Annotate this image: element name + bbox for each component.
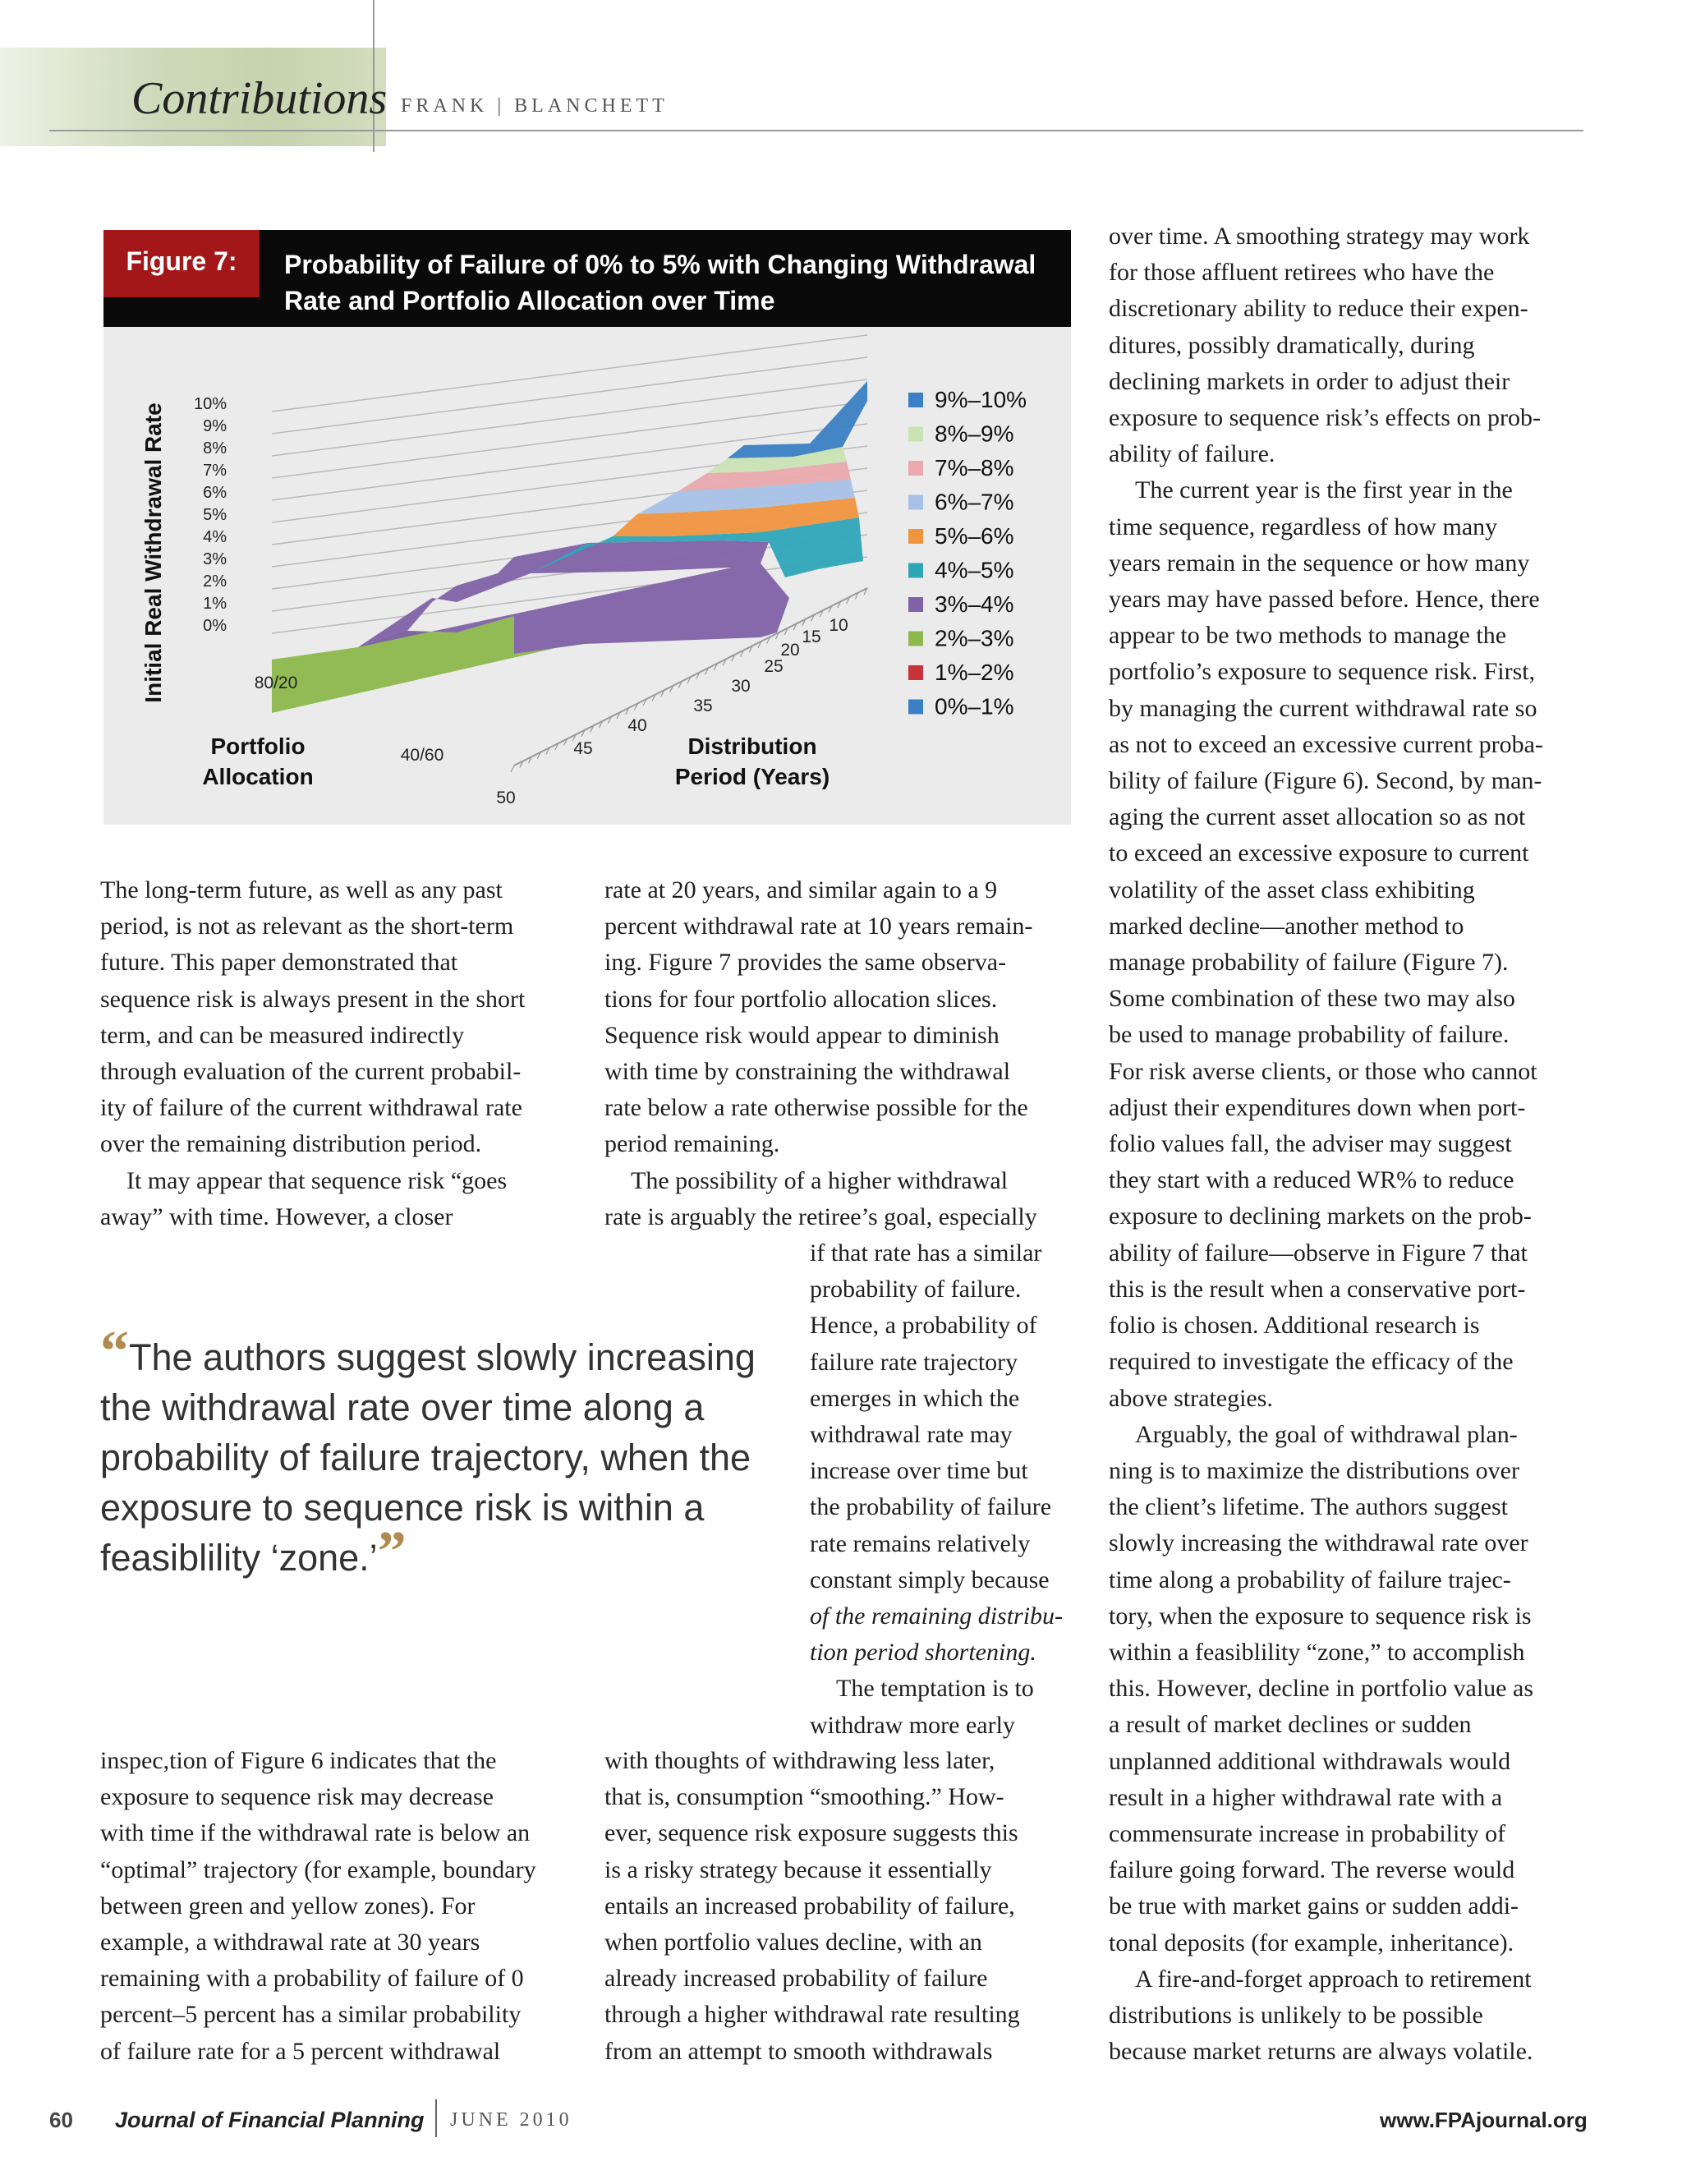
col3-line: ditures, possibly dramatically, during — [1109, 331, 1475, 359]
period-tick-label: 45 — [573, 739, 593, 758]
col3-line: result in a higher withdrawal rate with a — [1109, 1783, 1503, 1811]
col1-bottom-line: percent–5 percent has a similar probability — [100, 2001, 522, 2029]
col3-line: unplanned additional withdrawals would — [1109, 1747, 1511, 1775]
y-axis-title-line1: Distribution — [687, 733, 817, 759]
col2-narrow-line: withdraw more early — [810, 1711, 1015, 1739]
col3-line: over time. A smoothing strategy may work — [1109, 223, 1530, 250]
z-tick-label: 9% — [203, 417, 227, 435]
y-axis-title-line2: Period (Years) — [674, 764, 830, 789]
col3-line: above strategies. — [1109, 1384, 1273, 1412]
running-head-authors: FRANK | BLANCHETT — [401, 95, 669, 117]
col3-line: because market returns are always volatile. — [1109, 2038, 1533, 2066]
figure-title: Probability of Failure of 0% to 5% with Changing Withdrawal Rate and Portfolio Allocation over Time — [284, 250, 1036, 315]
col2-narrow-line: rate remains relatively — [810, 1529, 1031, 1557]
legend-label: 9%–10% — [935, 387, 1027, 412]
col2-narrow-line: of the remaining distribu- — [810, 1602, 1064, 1630]
page-number: 60 — [49, 2108, 73, 2132]
col2-narrow-line: emerges in which the — [810, 1384, 1020, 1412]
column2-wrap — [810, 1235, 1081, 1744]
col3-line: A fire-and-forget approach to retirement — [1135, 1965, 1532, 1993]
col2-narrow-line: the probability of failure — [810, 1493, 1052, 1521]
z-tick-label: 1% — [203, 595, 227, 613]
pullquote-text: feasiblility ‘zone.’ — [100, 1537, 378, 1579]
pullquote-line — [100, 1520, 757, 1584]
col3-line: appear to be two methods to manage the — [1109, 622, 1507, 650]
col1-bottom-line: with time if the withdrawal rate is below an — [100, 1819, 531, 1847]
legend-swatch — [908, 427, 923, 442]
col3-line: aging the current asset allocation so as not — [1109, 803, 1526, 831]
col2-narrow-line: if that rate has a similar — [810, 1239, 1042, 1267]
col3-line: this is the result when a conservative port- — [1109, 1275, 1526, 1303]
col1-top-line: over the remaining distribution period. — [100, 1130, 482, 1158]
period-tick — [511, 766, 514, 772]
col3-line: years remain in the sequence or how many — [1109, 549, 1530, 577]
col3-line: ability of failure—observe in Figure 7 that — [1109, 1239, 1528, 1267]
col3-line: adjust their expenditures down when port- — [1109, 1093, 1526, 1121]
z-axis-title: Initial Real Withdrawal Rate — [140, 402, 166, 703]
period-tick-label: 30 — [731, 677, 751, 696]
col2-bottom-line: entails an increased probability of failure, — [604, 1892, 1015, 1920]
column1-bottom — [100, 1743, 577, 2070]
col3-line: the client’s lifetime. The authors suggest — [1109, 1493, 1509, 1521]
col3-line: as not to exceed an excessive current proba- — [1109, 730, 1543, 758]
col3-line: ning is to maximize the distributions over — [1109, 1456, 1519, 1484]
col1-top-line: through evaluation of the current probabil- — [100, 1058, 522, 1086]
col3-line: required to investigate the efficacy of the — [1109, 1348, 1514, 1376]
col2-narrow-line: Hence, a probability of — [810, 1312, 1037, 1340]
col1-bottom-line: remaining with a probability of failure of 0 — [100, 1965, 524, 1993]
legend-swatch — [908, 461, 923, 476]
col3-line: ability of failure. — [1109, 440, 1275, 468]
legend-label: 3%–4% — [935, 591, 1014, 617]
col2-narrow-line: failure rate trajectory — [810, 1348, 1018, 1376]
col3-line: commensurate increase in probability of — [1109, 1819, 1506, 1847]
legend-swatch — [908, 700, 923, 715]
period-tick-label: 10 — [829, 616, 848, 635]
col2-bottom-line: when portfolio values decline, with an — [604, 1929, 982, 1956]
legend-swatch — [908, 597, 923, 612]
col3-line: declining markets in order to adjust their — [1109, 367, 1510, 395]
col2-bottom-line: from an attempt to smooth withdrawals — [604, 2037, 993, 2065]
pullquote-text: the withdrawal rate over time along a — [100, 1386, 705, 1428]
gridline — [272, 335, 867, 412]
col3-line: by managing the current withdrawal rate so — [1109, 694, 1537, 722]
col3-line: years may have passed before. Hence, there — [1109, 586, 1540, 614]
col3-line: volatility of the asset class exhibiting — [1109, 876, 1475, 903]
col1-bottom-line: example, a withdrawal rate at 30 years — [100, 1929, 480, 1956]
period-tick-label: 15 — [802, 628, 821, 646]
pullquote-line — [100, 1432, 757, 1483]
col2-bottom-line: ever, sequence risk exposure suggests this — [604, 1819, 1018, 1847]
col2-top-line: Sequence risk would appear to diminish — [604, 1021, 1000, 1049]
col2-bottom-line: that is, consumption “smoothing.” How- — [604, 1783, 1004, 1811]
period-tick-label: 35 — [693, 697, 713, 715]
col3-line: folio is chosen. Additional research is — [1109, 1312, 1480, 1340]
col3-line: For risk averse clients, or those who cannot — [1109, 1057, 1537, 1085]
col2-top-line: rate at 20 years, and similar again to a 9 — [604, 876, 998, 903]
col3-line: manage probability of failure (Figure 7). — [1109, 949, 1509, 977]
col3-line: for those affluent retirees who have the — [1109, 259, 1495, 287]
col3-line: to exceed an excessive exposure to current — [1109, 839, 1529, 867]
col1-top-line: It may appear that sequence risk “goes — [126, 1166, 508, 1194]
col1-bottom-line: exposure to sequence risk may decrease — [100, 1783, 494, 1811]
column2-bottom — [604, 1743, 1081, 2070]
legend-label: 6%–7% — [935, 489, 1014, 515]
z-tick-label: 8% — [203, 439, 227, 457]
col3-line: a result of market declines or sudden — [1109, 1711, 1472, 1739]
surface-chart — [103, 327, 1071, 825]
col2-narrow-line: probability of failure. — [810, 1276, 1022, 1304]
legend-swatch — [908, 529, 923, 544]
col3-line: failure going forward. The reverse would — [1109, 1856, 1515, 1884]
col2-top-line: rate is arguably the retiree’s goal, especially — [604, 1202, 1037, 1230]
col3-line: folio values fall, the adviser may suggest — [1109, 1130, 1512, 1158]
col3-line: discretionary ability to reduce their expen- — [1109, 295, 1528, 323]
col2-top-line: period remaining. — [604, 1130, 780, 1158]
col2-bottom-line: through a higher withdrawal rate resulting — [604, 2001, 1020, 2029]
x-axis-title-line1: Portfolio — [210, 733, 306, 759]
col3-line: time along a probability of failure trajec- — [1109, 1566, 1511, 1593]
col1-bottom-line: “optimal” trajectory (for example, boundary — [100, 1855, 536, 1883]
col3-line: Some combination of these two may also — [1109, 985, 1515, 1013]
col2-top-line: The possibility of a higher withdrawal — [631, 1166, 1009, 1194]
col2-bottom-line: with thoughts of withdrawing less later, — [604, 1747, 995, 1774]
z-tick-label: 7% — [203, 462, 227, 480]
col2-top-line: ing. Figure 7 provides the same observa- — [604, 949, 1007, 977]
period-tick-label: 20 — [780, 641, 800, 660]
x-axis-title-line2: Allocation — [202, 764, 314, 789]
col3-line: marked decline—another method to — [1109, 912, 1464, 940]
allocation-tick-40-60: 40/60 — [400, 746, 444, 765]
col3-line: within a feasiblility “zone,” to accomplish — [1109, 1638, 1525, 1666]
column2-top — [604, 872, 1081, 1235]
col3-line: be used to manage probability of failure. — [1109, 1021, 1510, 1049]
period-tick-label: 25 — [764, 657, 784, 676]
z-tick-label: 10% — [193, 395, 227, 413]
col2-top-line: percent withdrawal rate at 10 years remain- — [604, 913, 1033, 940]
z-tick-label: 4% — [203, 528, 227, 546]
column3 — [1109, 218, 1585, 2070]
journal-url: www.FPAjournal.org — [1380, 2108, 1588, 2132]
col3-line: tonal deposits (for example, inheritance). — [1109, 1929, 1514, 1956]
col2-top-line: with time by constraining the withdrawal — [604, 1058, 1011, 1086]
col3-line: this. However, decline in portfolio value as — [1109, 1675, 1533, 1703]
col1-top-line: The long-term future, as well as any past — [100, 876, 503, 903]
z-axis-tick-labels — [194, 395, 227, 635]
col3-line: bility of failure (Figure 6). Second, by man- — [1109, 767, 1542, 795]
open-quote-icon: “ — [100, 1320, 129, 1383]
legend-label: 4%–5% — [935, 557, 1014, 583]
col1-top-line: future. This paper demonstrated that — [100, 949, 458, 977]
col3-line: distributions is unlikely to be possible — [1109, 2001, 1483, 2029]
section-title: Contributions — [131, 73, 388, 124]
pull-quote — [100, 1320, 757, 1584]
chart-legend — [908, 387, 1027, 720]
pullquote-text: probability of failure trajectory, when the — [100, 1437, 751, 1478]
col2-narrow-line: tion period shortening. — [810, 1639, 1036, 1667]
pullquote-text: The authors suggest slowly increasing — [129, 1336, 756, 1378]
col3-line: they start with a reduced WR% to reduce — [1109, 1166, 1514, 1194]
period-tick-label: 50 — [496, 789, 516, 807]
legend-swatch — [908, 632, 923, 646]
zone-9-10 — [728, 381, 867, 458]
col2-narrow-line: constant simply because — [810, 1566, 1050, 1593]
footer-separator — [435, 2099, 437, 2137]
legend-swatch — [908, 393, 923, 407]
col2-bottom-line: is a risky strategy because it essentially — [604, 1855, 992, 1883]
column1-top — [100, 872, 577, 1235]
pullquote-text: exposure to sequence risk is within a — [100, 1487, 705, 1529]
legend-label: 0%–1% — [935, 693, 1014, 720]
pullquote-line — [100, 1320, 757, 1383]
legend-label: 5%–6% — [935, 523, 1014, 549]
col3-line: exposure to declining markets on the prob- — [1109, 1202, 1532, 1230]
col3-line: Arguably, the goal of withdrawal plan- — [1135, 1420, 1518, 1448]
journal-name: Journal of Financial Planning — [115, 2108, 425, 2132]
z-tick-label: 0% — [203, 617, 227, 635]
col3-line: exposure to sequence risk’s effects on prob- — [1109, 404, 1541, 432]
col3-line: tory, when the exposure to sequence risk is — [1109, 1602, 1532, 1630]
col2-bottom-line: already increased probability of failure — [604, 1965, 988, 1993]
col2-top-line: tions for four portfolio allocation slices. — [604, 985, 998, 1013]
col3-line: slowly increasing the withdrawal rate over — [1109, 1529, 1528, 1557]
legend-swatch — [908, 665, 923, 680]
gridline — [272, 357, 867, 434]
col1-bottom-line: between green and yellow zones). For — [100, 1892, 476, 1920]
legend-label: 7%–8% — [935, 455, 1014, 480]
z-tick-label: 2% — [203, 572, 227, 591]
col3-line: portfolio’s exposure to sequence risk. First, — [1109, 658, 1536, 686]
period-tick-label: 40 — [627, 716, 647, 735]
col1-top-line: ity of failure of the current withdrawal rate — [100, 1094, 522, 1122]
header-divider-horizontal — [49, 130, 1583, 131]
col1-top-line: term, and can be measured indirectly — [100, 1021, 465, 1049]
z-tick-label: 5% — [203, 506, 227, 524]
col1-top-line: period, is not as relevant as the short-term — [100, 913, 514, 940]
z-tick-label: 6% — [203, 484, 227, 502]
legend-label: 1%–2% — [935, 660, 1014, 685]
legend-swatch — [908, 495, 923, 510]
issue-date: JUNE 2010 — [450, 2109, 572, 2131]
pullquote-line — [100, 1483, 757, 1533]
col2-top-line: rate below a rate otherwise possible for the — [604, 1094, 1028, 1122]
allocation-tick-80-20: 80/20 — [254, 674, 298, 692]
figure-label: Figure 7: — [126, 246, 237, 276]
col1-bottom-line: inspec,tion of Figure 6 indicates that the — [100, 1747, 497, 1774]
legend-swatch — [908, 563, 923, 578]
col1-top-line: sequence risk is always present in the short — [100, 985, 526, 1013]
col3-line: be true with market gains or sudden addi- — [1109, 1892, 1519, 1920]
col3-line: time sequence, regardless of how many — [1109, 513, 1498, 540]
legend-label: 2%–3% — [935, 625, 1014, 651]
col1-bottom-line: of failure rate for a 5 percent withdrawal — [100, 2037, 501, 2065]
legend-label: 8%–9% — [935, 421, 1014, 447]
close-quote-icon: ” — [377, 1520, 407, 1584]
col2-narrow-line: withdrawal rate may — [810, 1421, 1013, 1449]
z-tick-label: 3% — [203, 550, 227, 568]
col2-narrow-line: increase over time but — [810, 1457, 1028, 1485]
pullquote-line — [100, 1382, 757, 1432]
col2-narrow-line: The temptation is to — [836, 1675, 1034, 1703]
col3-line: The current year is the first year in the — [1135, 476, 1513, 504]
col1-top-line: away” with time. However, a closer — [100, 1202, 453, 1230]
